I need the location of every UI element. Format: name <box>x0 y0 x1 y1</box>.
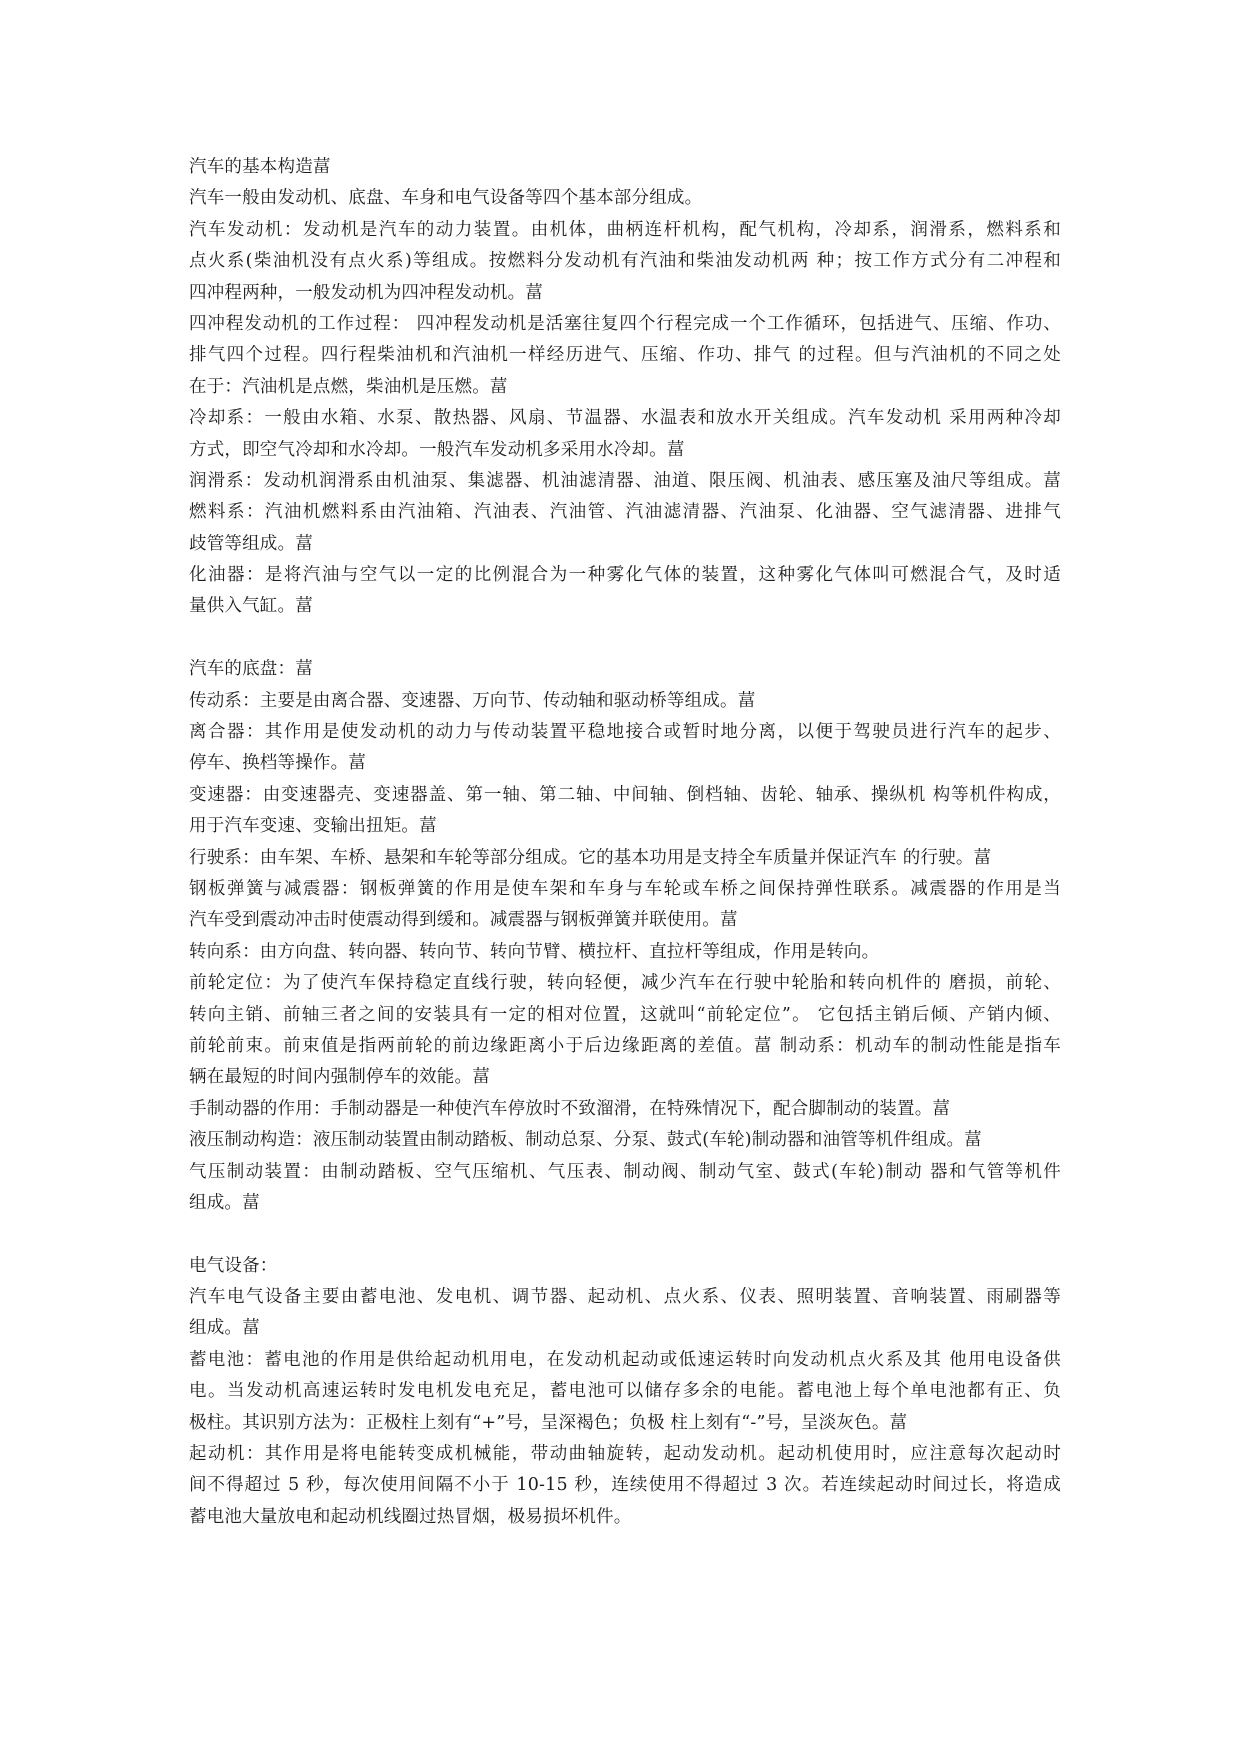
blank-line <box>189 623 1061 654</box>
text-line: 电。当发动机高速运转时发电机发电充足，蓄电池可以储存多余的电能。蓄电池上每个单电池都有正、负 <box>189 1381 1061 1402</box>
text-line: 组成。葍 <box>189 1318 260 1339</box>
text-line: 手制动器的作用：手制动器是一种使汽车停放时不致溜滑，在特殊情况下，配合脚制动的装置。葍 <box>189 1098 951 1119</box>
text-line: 间不得超过 5 秒，每次使用间隔不小于 10-15 秒，连续使用不得超过 3 次。若连续起动时间过长，将造成 <box>189 1475 1061 1496</box>
text-line: 极柱。其识别方法为：正极柱上刻有“+”号，呈深褐色；负极 柱上刻有“-”号，呈淡灰色。葍 <box>189 1412 908 1433</box>
text-line: 在于：汽油机是点燃，柴油机是压燃。葍 <box>189 376 508 397</box>
text-line: 钢板弹簧与减震器：钢板弹簧的作用是使车架和车身与车轮或车桥之间保持弹性联系。减震器的作用是当 <box>189 878 1061 899</box>
text-line: 前轮定位：为了使汽车保持稳定直线行驶，转向轻便，减少汽车在行驶中轮胎和转向机件的 磨损，前轮、 <box>189 973 1061 994</box>
text-line: 汽车电气设备主要由蓄电池、发电机、调节器、起动机、点火系、仪表、照明装置、音响装置、雨刷器等 <box>189 1287 1061 1308</box>
text-line: 离合器：其作用是使发动机的动力与传动装置平稳地接合或暂时地分离，以便于驾驶员进行汽车的起步、 <box>189 722 1061 743</box>
blank-line <box>189 1219 1061 1250</box>
text-line: 变速器：由变速器壳、变速器盖、第一轴、第二轴、中间轴、倒档轴、齿轮、轴承、操纵机 构等机件构成， <box>189 784 1061 805</box>
text-line: 四冲程两种，一般发动机为四冲程发动机。葍 <box>189 282 543 303</box>
text-line: 停车、换档等操作。葍 <box>189 753 366 774</box>
text-line: 冷却系：一般由水箱、水泵、散热器、风扇、节温器、水温表和放水开关组成。汽车发动机 采用两种冷却 <box>189 408 1061 429</box>
document-body <box>189 152 1061 1533</box>
text-line: 前轮前束。前束值是指两前轮的前边缘距离小于后边缘距离的差值。葍 制动系：机动车的制动性能是指车 <box>189 1035 1061 1056</box>
text-line: 蓄电池：蓄电池的作用是供给起动机用电，在发动机起动或低速运转时向发动机点火系及其 他用电设备供 <box>189 1349 1061 1370</box>
text-line: 燃料系：汽油机燃料系由汽油箱、汽油表、汽油管、汽油滤清器、汽油泵、化油器、空气滤清器、进排气 <box>189 502 1061 523</box>
text-line: 组成。葍 <box>189 1192 260 1213</box>
text-line: 排气四个过程。四行程柴油机和汽油机一样经历进气、压缩、作功、排气 的过程。但与汽油机的不同之处 <box>189 345 1061 366</box>
text-line: 方式，即空气冷却和水冷却。一般汽车发动机多采用水冷却。葍 <box>189 439 685 460</box>
text-line: 点火系(柴油机没有点火系)等组成。按燃料分发动机有汽油和柴油发动机两 种；按工作方式分有二冲程和 <box>189 251 1061 272</box>
text-line: 气压制动装置：由制动踏板、空气压缩机、气压表、制动阀、制动气室、鼓式(车轮)制动 器和气管等机件 <box>189 1161 1061 1182</box>
text-line: 用于汽车变速、变输出扭矩。葍 <box>189 816 437 837</box>
text-line: 汽车一般由发动机、底盘、车身和电气设备等四个基本部分组成。 <box>189 188 703 209</box>
text-line: 起动机：其作用是将电能转变成机械能，带动曲轴旋转，起动发动机。起动机使用时，应注意每次起动时 <box>189 1444 1061 1465</box>
text-line: 汽车受到震动冲击时使震动得到缓和。减震器与钢板弹簧并联使用。葍 <box>189 910 738 931</box>
text-line: 电气设备： <box>189 1255 278 1276</box>
text-line: 四冲程发动机的工作过程： 四冲程发动机是活塞往复四个行程完成一个工作循环，包括进气、压缩、作功、 <box>189 313 1061 334</box>
text-line: 辆在最短的时间内强制停车的效能。葍 <box>189 1067 490 1088</box>
text-line: 传动系：主要是由离合器、变速器、万向节、传动轴和驱动桥等组成。葍 <box>189 690 756 711</box>
text-line: 化油器：是将汽油与空气以一定的比例混合为一种雾化气体的装置，这种雾化气体叫可燃混合气，及时适 <box>189 565 1061 586</box>
text-line: 液压制动构造：液压制动装置由制动踏板、制动总泵、分泵、鼓式(车轮)制动器和油管等机件组成。葍 <box>189 1130 982 1151</box>
text-line: 汽车的底盘：葍 <box>189 659 313 680</box>
text-line: 行驶系：由车架、车桥、悬架和车轮等部分组成。它的基本功用是支持全车质量并保证汽车 的行驶。葍 <box>189 847 992 868</box>
text-line: 汽车发动机：发动机是汽车的动力装置。由机体，曲柄连杆机构，配气机构，冷却系，润滑系，燃料系和 <box>189 219 1061 240</box>
text-line: 转向系：由方向盘、转向器、转向节、转向节臂、横拉杆、直拉杆等组成，作用是转向。 <box>189 941 880 962</box>
text-line: 蓄电池大量放电和起动机线圈过热冒烟，极易损坏机件。 <box>189 1506 632 1527</box>
text-line: 歧管等组成。葍 <box>189 533 313 554</box>
text-line: 润滑系：发动机润滑系由机油泵、集滤器、机油滤清器、油道、限压阀、机油表、感压塞及油尺等组成。葍 <box>189 470 1061 491</box>
text-line: 转向主销、前轴三者之间的安装具有一定的相对位置，这就叫“前轮定位”。 它包括主销后倾、产销内倾、 <box>189 1004 1061 1025</box>
text-line: 量供入气缸。葍 <box>189 596 313 617</box>
text-line: 汽车的基本构造葍 <box>189 157 331 177</box>
